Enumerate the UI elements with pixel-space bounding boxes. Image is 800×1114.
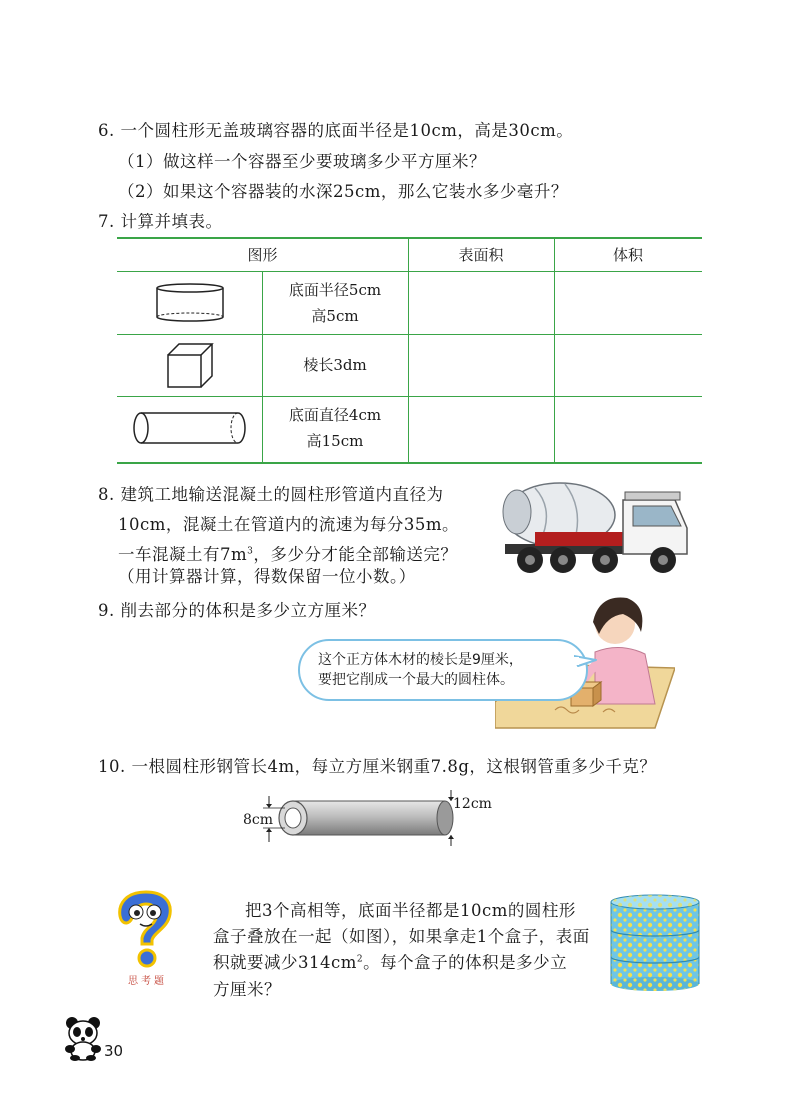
thinking-line1: 把3个高相等，底面半径都是10cm的圆柱形 [245, 901, 576, 920]
row3-volume-cell[interactable] [554, 396, 702, 460]
q9-stem: 9. 削去部分的体积是多少立方厘米？ [98, 601, 376, 620]
cube-icon [117, 334, 262, 396]
fill-in-table [117, 237, 702, 464]
q8-line3: 一车混凝土有$7m^3$，多少分才能全部输送完？ [118, 545, 458, 564]
q7-stem: 7. 计算并填表。 [98, 212, 223, 231]
thinking-line2: 盒子叠放在一起（如图），如果拿走1个盒子，表面 [213, 927, 590, 946]
row3-params [262, 396, 408, 460]
thinking-line3: 积就要减少$314cm^2$。每个盒子的体积是多少立 [213, 953, 568, 972]
horizontal-cylinder-icon [117, 396, 262, 460]
q8-line4: （用计算器计算，得数保留一位小数。） [118, 567, 416, 586]
q8-line2: 10cm，混凝土在管道内的流速为每分35m。 [118, 515, 460, 534]
bubble-tail-icon [574, 654, 598, 668]
bubble-line1: 这个正方体木材的棱长是9厘米， [318, 652, 523, 668]
row2-params [262, 334, 408, 396]
inner-diameter-label: 8cm [243, 812, 274, 828]
q6-stem: 6. 一个圆柱形无盖玻璃容器的底面半径是10cm，高是30cm。 [98, 121, 574, 140]
q10-stem: 10. 一根圆柱形钢管长4m，每立方厘米钢重7.8g，这根钢管重多少千克？ [98, 757, 657, 776]
header-volume: 体积 [612, 246, 643, 264]
header-surface-area: 表面积 [458, 246, 504, 264]
row3-surface-area-cell[interactable] [408, 396, 554, 460]
stacked-cylinders-image [607, 892, 703, 994]
panda-icon [62, 1015, 104, 1061]
steel-pipe-image [255, 790, 470, 848]
thinking-line4: 方厘米？ [213, 980, 281, 999]
row1-line1: 底面半径5cm [288, 280, 382, 299]
speech-bubble [298, 639, 588, 701]
cylinder-icon [117, 271, 262, 334]
row3-line2: 高15cm [306, 432, 364, 450]
page-number: 30 [104, 1042, 124, 1060]
row2-volume-cell[interactable] [554, 334, 702, 396]
thinking-label: 思考题 [128, 976, 167, 987]
row1-params [262, 271, 408, 334]
row2-line1: 棱长3dm [303, 356, 367, 374]
concrete-mixer-truck-image [495, 470, 690, 580]
row2-surface-area-cell[interactable] [408, 334, 554, 396]
q8-line1: 8. 建筑工地输送混凝土的圆柱形管道内直径为 [98, 485, 444, 504]
header-shape: 图形 [247, 246, 278, 264]
q6-part2: （2）如果这个容器装的水深25cm，那么它装水多少毫升？ [118, 182, 568, 201]
q6-part1: （1）做这样一个容器至少要玻璃多少平方厘米？ [118, 152, 486, 171]
question-mark-mascot-icon [112, 886, 180, 972]
outer-diameter-label: 12cm [453, 796, 492, 812]
row1-line2: 高5cm [311, 306, 359, 325]
row1-surface-area-cell[interactable] [408, 271, 554, 334]
bubble-line2: 要把它削成一个最大的圆柱体。 [318, 672, 514, 688]
row1-volume-cell[interactable] [554, 271, 702, 334]
row3-line1: 底面直径4cm [288, 406, 382, 424]
